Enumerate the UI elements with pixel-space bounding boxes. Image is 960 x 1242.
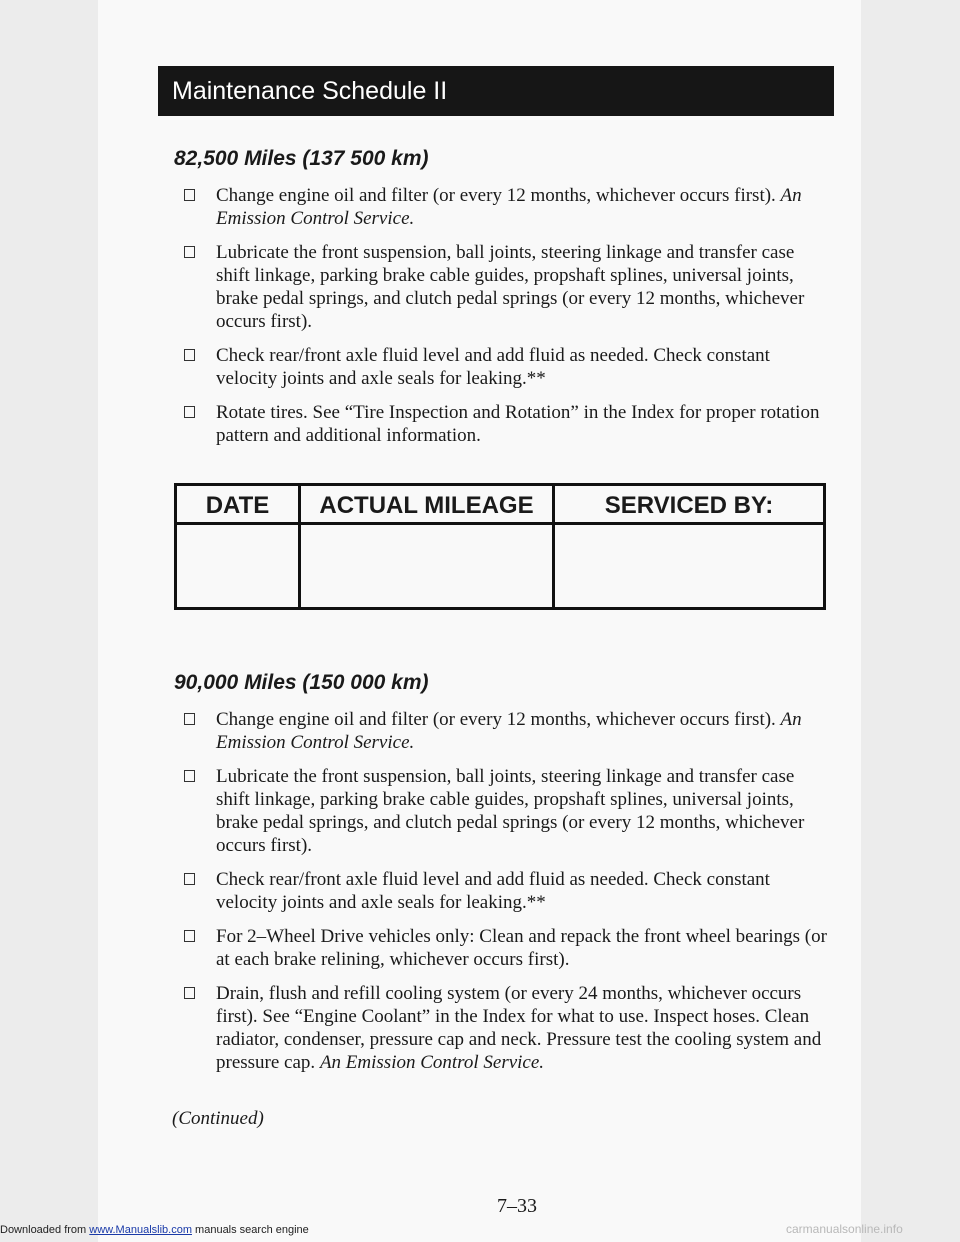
service-record-table [174, 483, 826, 610]
section-title-90000: 90,000 Miles (150 000 km) [174, 671, 429, 694]
list-item: Lubricate the front suspension, ball joints, steering linkage and transfer case shift linkage, parking brake cable guides, propshaft splines, universal joints, brake pedal springs, and clutch pedal springs (or every 12 months, whichever occurs first). [182, 241, 832, 333]
list-item: Rotate tires. See “Tire Inspection and Rotation” in the Index for proper rotation pattern and additional information. [182, 401, 832, 447]
continued-note: (Continued) [172, 1108, 264, 1129]
checkbox-icon[interactable] [184, 246, 195, 258]
checkbox-icon[interactable] [184, 987, 195, 999]
list-item: Lubricate the front suspension, ball joints, steering linkage and transfer case shift linkage, parking brake cable guides, propshaft splines, universal joints, brake pedal springs, and clutch pedal springs (or every 12 months, whichever occurs first). [182, 765, 832, 857]
list-item: Change engine oil and filter (or every 12 months, whichever occurs first). An Emission Control Service. [182, 708, 832, 754]
header-title: Maintenance Schedule II [172, 77, 448, 105]
cell-date[interactable] [177, 525, 298, 607]
cell-serviced-by[interactable] [552, 525, 823, 607]
page-number: 7–33 [497, 1195, 537, 1217]
section-title-82500: 82,500 Miles (137 500 km) [174, 147, 429, 170]
list-item: Drain, flush and refill cooling system (or every 24 months, whichever occurs first). See “Engine Coolant” in the Index for what to use. Inspect hoses. Clean radiator, condenser, pressure cap and neck. Pressure test the cooling system and pressure cap. An Emission Control Service. [182, 982, 832, 1074]
download-footer: Downloaded from www.Manualslib.com manuals search engine [0, 1224, 309, 1236]
checkbox-icon[interactable] [184, 930, 195, 942]
header-serviced-by: SERVICED BY: [552, 486, 823, 525]
page-header [158, 66, 834, 116]
list-item: For 2–Wheel Drive vehicles only: Clean and repack the front wheel bearings (or at each brake relining, whichever occurs first). [182, 925, 832, 971]
header-actual-mileage: ACTUAL MILEAGE [298, 486, 552, 525]
checkbox-icon[interactable] [184, 713, 195, 725]
checkbox-icon[interactable] [184, 189, 195, 201]
watermark: carmanualsonline.info [786, 1222, 903, 1236]
checkbox-icon[interactable] [184, 349, 195, 361]
checklist-90000 [182, 708, 832, 1085]
list-item: Check rear/front axle fluid level and add fluid as needed. Check constant velocity joints and axle seals for leaking.** [182, 868, 832, 914]
manualslib-link[interactable]: www.Manualslib.com [89, 1224, 192, 1236]
checklist-82500 [182, 184, 832, 458]
checkbox-icon[interactable] [184, 770, 195, 782]
cell-actual-mileage[interactable] [298, 525, 552, 607]
header-date: DATE [177, 486, 298, 525]
checkbox-icon[interactable] [184, 873, 195, 885]
list-item: Check rear/front axle fluid level and add fluid as needed. Check constant velocity joints and axle seals for leaking.** [182, 344, 832, 390]
list-item: Change engine oil and filter (or every 12 months, whichever occurs first). An Emission Control Service. [182, 184, 832, 230]
checkbox-icon[interactable] [184, 406, 195, 418]
